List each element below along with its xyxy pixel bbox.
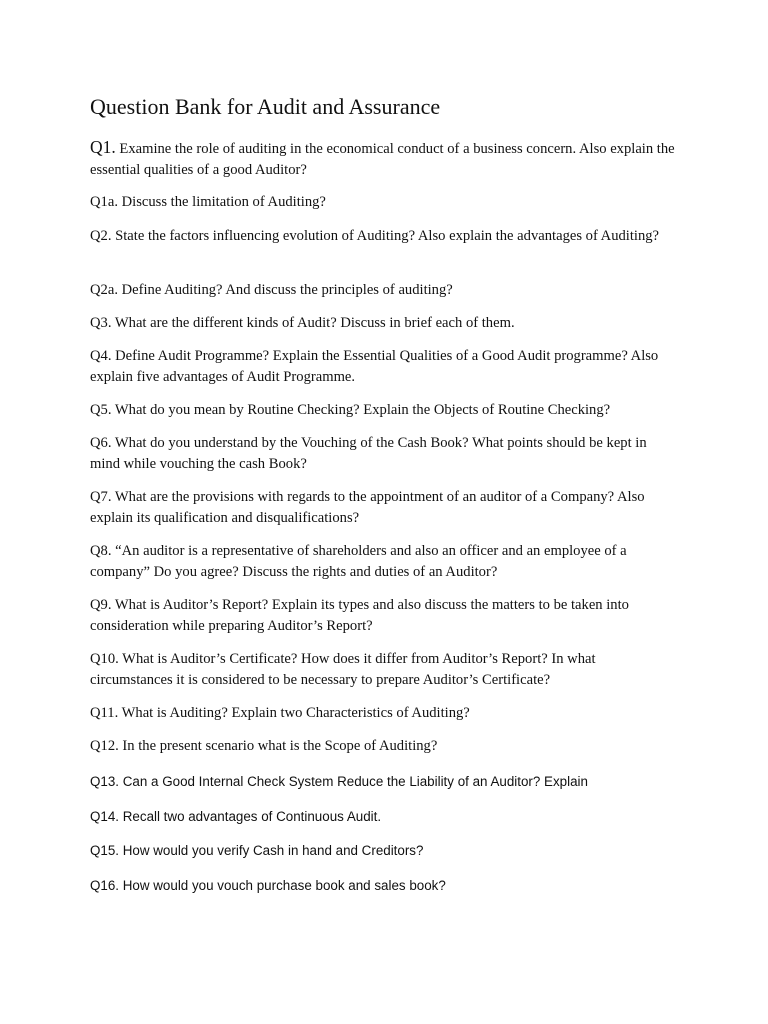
question-11: Q11. What is Auditing? Explain two Characteristics of Auditing? xyxy=(90,705,470,721)
question-16: Q16. How would you vouch purchase book and sales book? xyxy=(90,878,446,893)
question-8: Q8. “An auditor is a representative of shareholders and also an officer and an employee of a company” Do you agree? Discuss the rights and duties of an Auditor? xyxy=(90,543,627,580)
question-1-number: Q1. xyxy=(90,137,116,157)
question-1a: Q1a. Discuss the limitation of Auditing? xyxy=(90,194,326,210)
question-10: Q10. What is Auditor’s Certificate? How does it differ from Auditor’s Report? In what circumstances it is considered to be necessary to prepare Auditor’s Certificate? xyxy=(90,651,596,688)
question-5: Q5. What do you mean by Routine Checking? Explain the Objects of Routine Checking? xyxy=(90,402,611,418)
question-14: Q14. Recall two advantages of Continuous Audit. xyxy=(90,809,382,824)
document-title: Question Bank for Audit and Assurance xyxy=(90,94,441,119)
question-15: Q15. How would you verify Cash in hand and Creditors? xyxy=(90,843,424,858)
question-4: Q4. Define Audit Programme? Explain the Essential Qualities of a Good Audit programme? Also explain five advantages of Audit Programme. xyxy=(90,348,659,385)
question-2: Q2. State the factors influencing evolution of Auditing? Also explain the advantages of Auditing? xyxy=(90,228,660,244)
question-12: Q12. In the present scenario what is the Scope of Auditing? xyxy=(90,738,438,754)
question-2a: Q2a. Define Auditing? And discuss the principles of auditing? xyxy=(90,282,453,298)
question-1-text: Examine the role of auditing in the economical conduct of a business concern. Also explain the essential qualities of a good Auditor? xyxy=(90,141,675,178)
question-13: Q13. Can a Good Internal Check System Reduce the Liability of an Auditor? Explain xyxy=(90,774,588,789)
question-7: Q7. What are the provisions with regards to the appointment of an auditor of a Company? Also explain its qualification and disqualifications? xyxy=(90,489,645,526)
question-9: Q9. What is Auditor’s Report? Explain its types and also discuss the matters to be taken into consideration while preparing Auditor’s Report? xyxy=(90,597,629,634)
question-1 xyxy=(90,137,680,181)
question-3: Q3. What are the different kinds of Audit? Discuss in brief each of them. xyxy=(90,315,515,331)
question-6: Q6. What do you understand by the Vouching of the Cash Book? What points should be kept in mind while vouching the cash Book? xyxy=(90,435,647,472)
